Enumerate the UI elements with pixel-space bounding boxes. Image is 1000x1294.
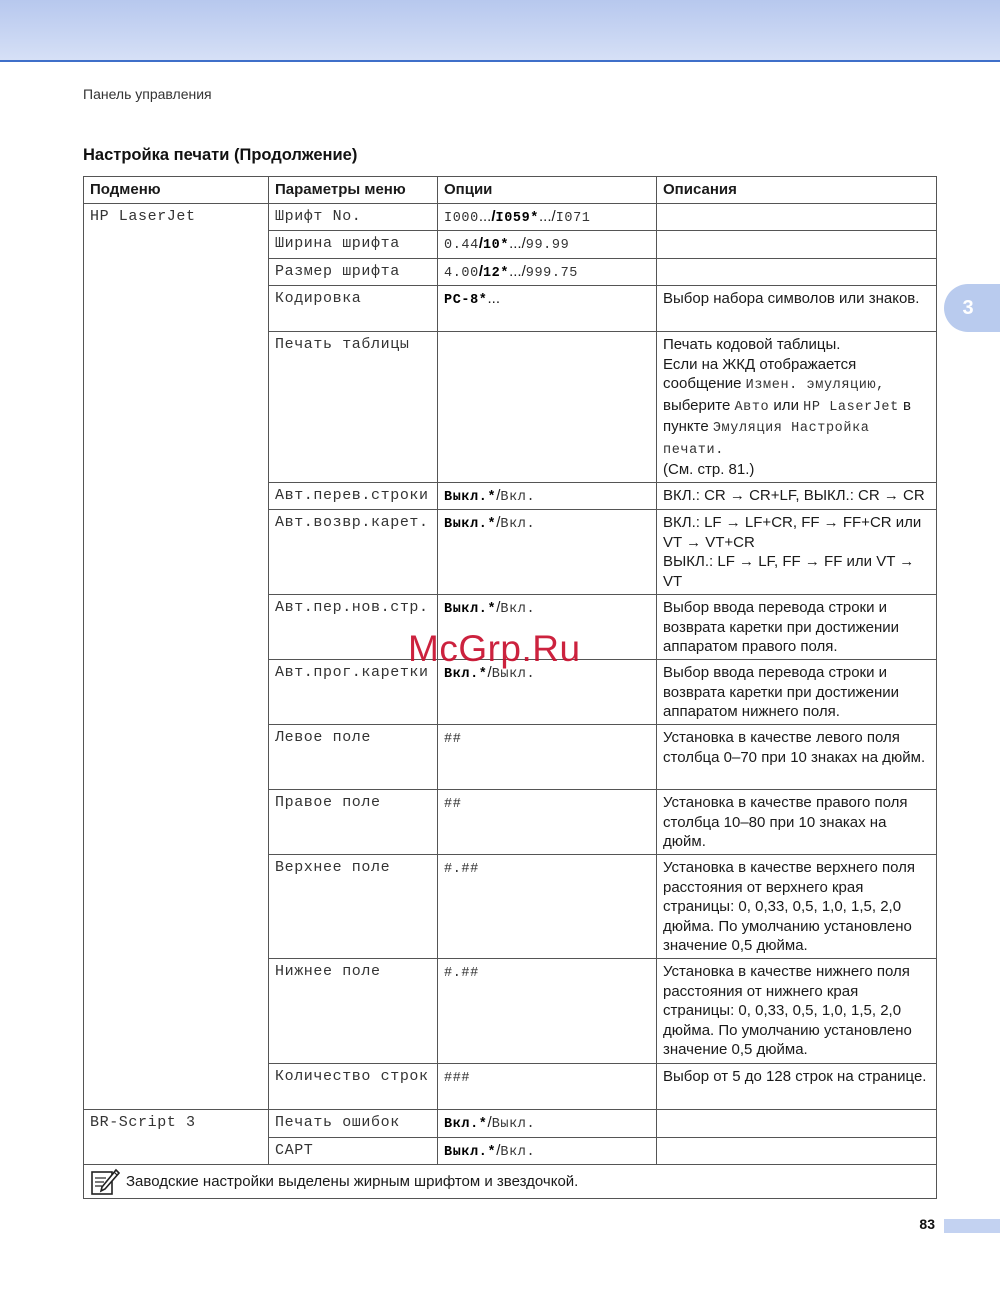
option-part: ...	[478, 207, 492, 225]
option-part: I059*	[495, 210, 540, 226]
options-cell	[438, 1110, 657, 1138]
description-cell	[657, 1110, 937, 1138]
description-part: Выбор от 5 до 128 строк на странице.	[663, 1068, 927, 1085]
option-part: /	[551, 207, 556, 225]
param-cell: Печать ошибок	[269, 1110, 438, 1138]
option-part: Вкл.	[500, 602, 536, 617]
table-row	[84, 203, 937, 231]
description-cell	[657, 510, 937, 595]
option-part: #.##	[444, 862, 479, 877]
param-cell: Нижнее поле	[269, 959, 438, 1064]
param-cell: Правое поле	[269, 790, 438, 855]
options-cell	[438, 1064, 657, 1110]
description-cell	[657, 660, 937, 725]
options-cell	[438, 258, 657, 286]
description-part: Установка в качестве правого поля столбца 10–80 при 10 знаках на дюйм.	[663, 794, 908, 850]
table-header-row	[84, 177, 937, 204]
note-cell	[84, 1165, 937, 1199]
option-part: Выкл.	[491, 667, 536, 682]
option-part: I000	[444, 210, 479, 226]
options-cell	[438, 855, 657, 959]
section-title: Настройка печати (Продолжение)	[83, 146, 358, 164]
option-part: ...	[539, 207, 552, 225]
option-part: ##	[444, 732, 462, 747]
option-part: /	[521, 262, 526, 280]
description-part: ВКЛ.: LF → LF+CR, FF → FF+CR или VT → VT+CR	[663, 514, 922, 551]
options-cell	[438, 959, 657, 1064]
note-row	[84, 1165, 937, 1199]
option-part: ...	[487, 290, 501, 307]
table-body	[84, 203, 937, 1165]
option-part: /	[478, 235, 483, 252]
description-cell	[657, 855, 937, 959]
option-part: I071	[555, 210, 591, 226]
breadcrumb: Панель управления	[83, 86, 212, 102]
watermark: McGrp.Ru	[408, 628, 581, 669]
description-part: или	[769, 396, 804, 414]
page-number-bar	[944, 1219, 1000, 1233]
option-part: Вкл.	[500, 489, 536, 505]
description-part: выберите	[663, 396, 735, 414]
param-cell: Размер шрифта	[269, 258, 438, 286]
description-part: Эмуляция Настройка печати.	[663, 421, 870, 458]
description-part: Если на ЖКД отображается сообщение	[663, 355, 857, 392]
options-cell	[438, 286, 657, 332]
options-cell	[438, 510, 657, 595]
column-header-submenu: Подменю	[84, 177, 269, 204]
column-header-menu-params: Параметры меню	[269, 177, 438, 204]
param-cell: Авт.возвр.карет.	[269, 510, 438, 595]
option-part: Выкл.*	[444, 602, 497, 617]
submenu-cell: HP LaserJet	[84, 203, 269, 1110]
option-part: /	[496, 486, 501, 504]
submenu-cell: BR-Script 3	[84, 1110, 269, 1165]
option-part: 99.99	[525, 238, 570, 253]
description-part: (См. стр. 81.)	[663, 461, 755, 478]
option-part: #.##	[444, 966, 479, 981]
description-cell	[657, 959, 937, 1064]
option-part: Вкл.*	[444, 1117, 488, 1132]
description-part: Установка в качестве верхнего поля расстояния от верхнего края страницы: 0, 0,33, 0,5, 1,0, 1,5, 2,0 дюйма. По умолчанию установлено значение 0,5 дюйма.	[663, 859, 916, 954]
description-cell	[657, 332, 937, 483]
table-row	[84, 1110, 937, 1138]
option-part: Выкл.*	[444, 1144, 497, 1160]
settings-table	[83, 176, 937, 1199]
option-part: 12*	[482, 265, 510, 281]
description-cell	[657, 725, 937, 790]
options-cell	[438, 1137, 657, 1165]
description-part: Установка в качестве левого поля столбца 0–70 при 10 знаках на дюйм.	[663, 729, 926, 766]
description-cell	[657, 595, 937, 660]
param-cell: Авт.пер.нов.стр.	[269, 595, 438, 660]
param-cell: Авт.перев.строки	[269, 482, 438, 510]
description-cell	[657, 1064, 937, 1110]
option-part: 999.75	[525, 265, 578, 281]
description-cell	[657, 790, 937, 855]
options-cell	[438, 203, 657, 231]
description-part: Выбор ввода перевода строки и возврата каретки при достижении аппаратом нижнего поля.	[663, 664, 900, 720]
option-part: /	[496, 1141, 501, 1159]
option-part: ...	[509, 262, 522, 280]
option-part: /	[491, 207, 496, 225]
description-part: Печать кодовой таблицы.	[663, 336, 841, 353]
option-part: Вкл.	[500, 517, 536, 532]
param-cell: Авт.прог.каретки	[269, 660, 438, 725]
description-part: HP LaserJet	[803, 399, 899, 415]
chapter-tab[interactable]: 3	[944, 284, 1000, 332]
description-part: Выбор набора символов или знаков.	[663, 290, 920, 307]
option-part: Вкл.	[500, 1144, 536, 1160]
option-part: 10*	[482, 238, 510, 253]
param-cell: Шрифт No.	[269, 203, 438, 231]
option-part: /	[487, 1114, 492, 1131]
option-part: Выкл.	[491, 1117, 536, 1132]
description-cell	[657, 203, 937, 231]
param-cell: Верхнее поле	[269, 855, 438, 959]
option-part: PC-8*	[444, 293, 488, 308]
option-part: /	[478, 262, 483, 280]
column-header-options: Опции	[438, 177, 657, 204]
note-text: Заводские настройки выделены жирным шрифтом и звездочкой.	[126, 1173, 579, 1191]
note-pencil-icon	[90, 1168, 120, 1196]
option-part: /	[487, 664, 492, 681]
option-part: /	[521, 235, 526, 252]
option-part: ##	[444, 797, 462, 812]
option-part: ...	[509, 235, 522, 252]
description-cell	[657, 258, 937, 286]
param-cell: Левое поле	[269, 725, 438, 790]
description-cell	[657, 1137, 937, 1165]
options-cell	[438, 482, 657, 510]
header-band	[0, 0, 1000, 62]
column-header-descriptions: Описания	[657, 177, 937, 204]
description-part: Установка в качестве нижнего поля расстояния от нижнего края страницы: 0, 0,33, 0,5, 1,0, 1,5, 2,0 дюйма. По умолчанию установлено значение 0,5 дюйма.	[663, 963, 912, 1058]
description-part: Выбор ввода перевода строки и возврата каретки при достижении аппаратом правого поля.	[663, 599, 900, 655]
options-cell	[438, 231, 657, 259]
description-cell	[657, 286, 937, 332]
option-part: Выкл.*	[444, 517, 497, 532]
option-part: Вкл.*	[444, 667, 488, 682]
description-part: Измен. эмуляцию,	[745, 378, 885, 393]
description-part: в пункте	[663, 396, 911, 435]
description-cell	[657, 482, 937, 510]
options-cell	[438, 332, 657, 483]
option-part: 0.44	[444, 238, 479, 253]
page-number: 83	[919, 1216, 935, 1232]
param-cell: CAPT	[269, 1137, 438, 1165]
param-cell: Кодировка	[269, 286, 438, 332]
option-part: ###	[444, 1071, 471, 1086]
options-cell	[438, 790, 657, 855]
option-part: 4.00	[444, 265, 479, 281]
options-cell	[438, 725, 657, 790]
param-cell: Печать таблицы	[269, 332, 438, 483]
param-cell: Ширина шрифта	[269, 231, 438, 259]
description-part: ВКЛ.: CR → CR+LF, ВЫКЛ.: CR → CR	[663, 486, 925, 504]
option-part: /	[496, 599, 501, 616]
description-cell	[657, 231, 937, 259]
option-part: /	[496, 514, 501, 531]
description-part: ВЫКЛ.: LF → LF, FF → FF или VT → VT	[663, 553, 915, 590]
param-cell: Количество строк	[269, 1064, 438, 1110]
description-part: Авто	[734, 399, 770, 415]
option-part: Выкл.*	[444, 489, 497, 505]
